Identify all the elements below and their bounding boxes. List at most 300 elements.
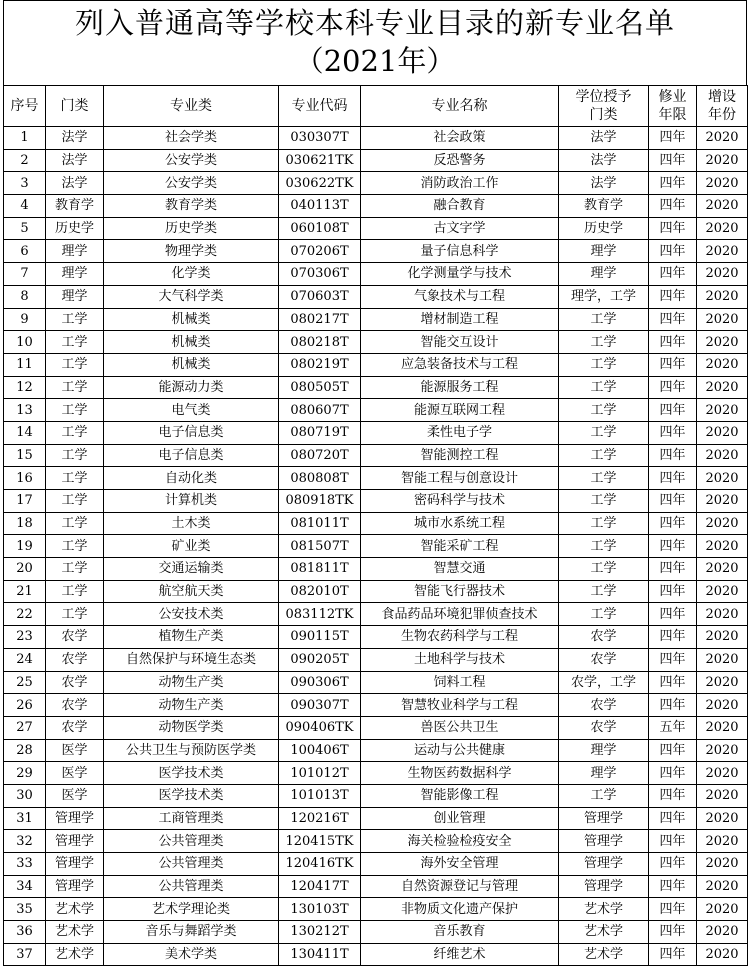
cell-year: 2020 [697,694,748,717]
table-row [4,694,748,717]
table-row [4,467,748,490]
cell-index: 26 [4,694,46,717]
table-row [4,421,748,444]
cell-category: 历史学 [46,217,104,240]
cell-name: 城市水系统工程 [361,512,559,535]
cell-duration: 四年 [649,308,697,331]
cell-category: 农学 [46,626,104,649]
header-year-line1: 增设 [708,89,736,105]
cell-field: 音乐与舞蹈学类 [104,921,279,944]
table-row [4,603,748,626]
cell-name: 化学测量学与技术 [361,263,559,286]
cell-degree: 理学 [559,263,649,286]
cell-name: 生物医药数据科学 [361,762,559,785]
table-row [4,626,748,649]
cell-year: 2020 [697,784,748,807]
cell-field: 公安技术类 [104,603,279,626]
cell-index: 6 [4,240,46,263]
cell-degree: 管理学 [559,807,649,830]
cell-degree: 艺术学 [559,943,649,966]
cell-index: 11 [4,353,46,376]
cell-name: 柔性电子学 [361,421,559,444]
table-row [4,535,748,558]
cell-code: 080918TK [279,490,361,513]
table-row [4,671,748,694]
cell-category: 工学 [46,467,104,490]
cell-degree: 艺术学 [559,921,649,944]
cell-degree: 法学 [559,149,649,172]
cell-duration: 四年 [649,626,697,649]
cell-degree: 工学 [559,331,649,354]
cell-name: 智能飞行器技术 [361,580,559,603]
cell-duration: 四年 [649,376,697,399]
cell-code: 030307T [279,127,361,150]
table-row [4,331,748,354]
cell-category: 工学 [46,558,104,581]
cell-name: 增材制造工程 [361,308,559,331]
cell-code: 080218T [279,331,361,354]
cell-duration: 四年 [649,694,697,717]
cell-degree: 艺术学 [559,898,649,921]
cell-year: 2020 [697,943,748,966]
table-header-row [4,86,748,127]
cell-year: 2020 [697,240,748,263]
cell-index: 23 [4,626,46,649]
cell-code: 083112TK [279,603,361,626]
cell-index: 4 [4,195,46,218]
cell-degree: 农学 [559,694,649,717]
cell-category: 工学 [46,331,104,354]
cell-duration: 四年 [649,807,697,830]
cell-category: 理学 [46,263,104,286]
table-row [4,921,748,944]
cell-field: 公共管理类 [104,875,279,898]
cell-name: 饲料工程 [361,671,559,694]
cell-field: 动物生产类 [104,671,279,694]
table-row [4,943,748,966]
cell-duration: 四年 [649,490,697,513]
cell-category: 农学 [46,694,104,717]
cell-code: 081011T [279,512,361,535]
cell-code: 090205T [279,648,361,671]
cell-degree: 工学 [559,784,649,807]
cell-code: 070603T [279,285,361,308]
cell-degree: 理学 [559,240,649,263]
cell-name: 非物质文化遗产保护 [361,898,559,921]
cell-duration: 四年 [649,353,697,376]
cell-category: 艺术学 [46,898,104,921]
cell-field: 矿业类 [104,535,279,558]
cell-year: 2020 [697,898,748,921]
cell-duration: 四年 [649,853,697,876]
cell-field: 电子信息类 [104,421,279,444]
cell-code: 082010T [279,580,361,603]
cell-name: 纤维艺术 [361,943,559,966]
cell-field: 美术学类 [104,943,279,966]
cell-duration: 四年 [649,671,697,694]
cell-field: 机械类 [104,331,279,354]
cell-name: 创业管理 [361,807,559,830]
cell-name: 自然资源登记与管理 [361,875,559,898]
cell-year: 2020 [697,830,748,853]
cell-category: 工学 [46,444,104,467]
cell-index: 21 [4,580,46,603]
cell-code: 070306T [279,263,361,286]
cell-duration: 四年 [649,195,697,218]
cell-duration: 四年 [649,739,697,762]
cell-degree: 历史学 [559,217,649,240]
cell-field: 教育学类 [104,195,279,218]
cell-index: 9 [4,308,46,331]
cell-year: 2020 [697,285,748,308]
cell-name: 智慧交通 [361,558,559,581]
cell-name: 融合教育 [361,195,559,218]
cell-duration: 四年 [649,149,697,172]
cell-index: 2 [4,149,46,172]
cell-degree: 工学 [559,376,649,399]
cell-name: 食品药品环境犯罪侦查技术 [361,603,559,626]
cell-degree: 管理学 [559,875,649,898]
cell-year: 2020 [697,127,748,150]
cell-year: 2020 [697,490,748,513]
cell-category: 医学 [46,739,104,762]
cell-code: 120216T [279,807,361,830]
cell-name: 量子信息科学 [361,240,559,263]
table-row [4,716,748,739]
cell-name: 智慧牧业科学与工程 [361,694,559,717]
cell-degree: 理学，工学 [559,285,649,308]
cell-year: 2020 [697,626,748,649]
cell-code: 080217T [279,308,361,331]
cell-code: 090115T [279,626,361,649]
cell-index: 22 [4,603,46,626]
cell-index: 24 [4,648,46,671]
cell-category: 法学 [46,172,104,195]
cell-duration: 四年 [649,399,697,422]
cell-index: 36 [4,921,46,944]
cell-year: 2020 [697,172,748,195]
cell-category: 工学 [46,603,104,626]
cell-degree: 农学 [559,716,649,739]
cell-year: 2020 [697,263,748,286]
header-duration-line1: 修业 [658,89,687,105]
cell-year: 2020 [697,195,748,218]
cell-name: 能源服务工程 [361,376,559,399]
cell-year: 2020 [697,444,748,467]
cell-index: 30 [4,784,46,807]
cell-code: 080219T [279,353,361,376]
cell-duration: 四年 [649,217,697,240]
cell-field: 公共卫生与预防医学类 [104,739,279,762]
cell-name: 运动与公共健康 [361,739,559,762]
table-row [4,558,748,581]
cell-code: 130212T [279,921,361,944]
cell-duration: 四年 [649,331,697,354]
cell-category: 工学 [46,399,104,422]
header-duration [649,86,697,127]
cell-duration: 四年 [649,127,697,150]
cell-duration: 五年 [649,716,697,739]
cell-code: 060108T [279,217,361,240]
cell-category: 管理学 [46,830,104,853]
cell-category: 农学 [46,671,104,694]
cell-duration: 四年 [649,421,697,444]
cell-degree: 工学 [559,399,649,422]
cell-index: 29 [4,762,46,785]
table-row [4,263,748,286]
cell-field: 计算机类 [104,490,279,513]
table-row [4,875,748,898]
header-degree-line1: 学位授予 [575,89,632,105]
cell-duration: 四年 [649,467,697,490]
cell-code: 101013T [279,784,361,807]
cell-field: 公共管理类 [104,830,279,853]
cell-year: 2020 [697,603,748,626]
cell-category: 医学 [46,762,104,785]
cell-duration: 四年 [649,263,697,286]
table-row [4,127,748,150]
cell-name: 反恐警务 [361,149,559,172]
cell-index: 31 [4,807,46,830]
cell-year: 2020 [697,739,748,762]
header-degree-line2: 门类 [589,107,618,123]
cell-category: 法学 [46,149,104,172]
cell-code: 040113T [279,195,361,218]
cell-field: 机械类 [104,308,279,331]
cell-field: 自动化类 [104,467,279,490]
cell-category: 工学 [46,353,104,376]
cell-name: 海关检验检疫安全 [361,830,559,853]
cell-duration: 四年 [649,603,697,626]
cell-name: 能源互联网工程 [361,399,559,422]
cell-code: 080808T [279,467,361,490]
cell-index: 33 [4,853,46,876]
cell-code: 100406T [279,739,361,762]
cell-category: 工学 [46,421,104,444]
cell-year: 2020 [697,853,748,876]
majors-table [3,85,748,966]
cell-year: 2020 [697,421,748,444]
cell-degree: 管理学 [559,853,649,876]
cell-year: 2020 [697,558,748,581]
cell-name: 智能交互设计 [361,331,559,354]
cell-field: 艺术学理论类 [104,898,279,921]
cell-field: 能源动力类 [104,376,279,399]
cell-category: 管理学 [46,853,104,876]
cell-index: 20 [4,558,46,581]
cell-year: 2020 [697,716,748,739]
cell-field: 植物生产类 [104,626,279,649]
cell-year: 2020 [697,149,748,172]
header-degree [559,86,649,127]
cell-degree: 农学，工学 [559,671,649,694]
table-row [4,648,748,671]
cell-index: 19 [4,535,46,558]
cell-duration: 四年 [649,648,697,671]
cell-field: 自然保护与环境生态类 [104,648,279,671]
cell-name: 土地科学与技术 [361,648,559,671]
title-block [3,0,747,85]
cell-field: 航空航天类 [104,580,279,603]
cell-code: 090307T [279,694,361,717]
cell-code: 130411T [279,943,361,966]
cell-name: 密码科学与技术 [361,490,559,513]
cell-category: 理学 [46,240,104,263]
table-row [4,376,748,399]
table-row [4,172,748,195]
cell-field: 物理学类 [104,240,279,263]
cell-index: 34 [4,875,46,898]
cell-degree: 教育学 [559,195,649,218]
cell-code: 030622TK [279,172,361,195]
cell-field: 历史学类 [104,217,279,240]
cell-degree: 理学 [559,762,649,785]
cell-category: 工学 [46,580,104,603]
table-row [4,490,748,513]
cell-index: 8 [4,285,46,308]
table-row [4,444,748,467]
header-code: 专业代码 [279,86,361,127]
cell-code: 081811T [279,558,361,581]
cell-field: 公共管理类 [104,853,279,876]
cell-degree: 工学 [559,580,649,603]
cell-name: 生物农药科学与工程 [361,626,559,649]
cell-degree: 法学 [559,127,649,150]
cell-category: 艺术学 [46,921,104,944]
cell-code: 101012T [279,762,361,785]
cell-name: 智能测控工程 [361,444,559,467]
cell-name: 消防政治工作 [361,172,559,195]
cell-category: 农学 [46,716,104,739]
cell-degree: 工学 [559,467,649,490]
cell-category: 农学 [46,648,104,671]
cell-year: 2020 [697,875,748,898]
cell-year: 2020 [697,376,748,399]
table-row [4,512,748,535]
cell-index: 17 [4,490,46,513]
cell-duration: 四年 [649,285,697,308]
cell-year: 2020 [697,308,748,331]
cell-year: 2020 [697,648,748,671]
table-row [4,240,748,263]
cell-degree: 工学 [559,512,649,535]
cell-category: 工学 [46,535,104,558]
header-year [697,86,748,127]
cell-field: 动物生产类 [104,694,279,717]
cell-field: 公安学类 [104,172,279,195]
cell-field: 医学技术类 [104,762,279,785]
cell-index: 1 [4,127,46,150]
cell-category: 教育学 [46,195,104,218]
cell-duration: 四年 [649,943,697,966]
cell-index: 35 [4,898,46,921]
cell-field: 社会学类 [104,127,279,150]
header-category: 门类 [46,86,104,127]
header-field: 专业类 [104,86,279,127]
cell-duration: 四年 [649,172,697,195]
header-duration-line2: 年限 [658,107,687,123]
cell-category: 工学 [46,512,104,535]
cell-field: 电气类 [104,399,279,422]
cell-code: 030621TK [279,149,361,172]
cell-code: 080505T [279,376,361,399]
table-row [4,353,748,376]
cell-duration: 四年 [649,830,697,853]
cell-code: 080607T [279,399,361,422]
cell-field: 动物医学类 [104,716,279,739]
cell-degree: 法学 [559,172,649,195]
table-row [4,195,748,218]
document-subtitle: （2021年） [294,44,456,78]
cell-category: 管理学 [46,875,104,898]
cell-code: 120416TK [279,853,361,876]
cell-degree: 工学 [559,421,649,444]
cell-year: 2020 [697,762,748,785]
cell-field: 工商管理类 [104,807,279,830]
cell-field: 化学类 [104,263,279,286]
cell-duration: 四年 [649,558,697,581]
cell-duration: 四年 [649,762,697,785]
cell-code: 080720T [279,444,361,467]
cell-year: 2020 [697,807,748,830]
cell-category: 理学 [46,285,104,308]
cell-degree: 工学 [559,558,649,581]
cell-category: 艺术学 [46,943,104,966]
cell-name: 社会政策 [361,127,559,150]
table-body [4,127,748,966]
cell-category: 工学 [46,376,104,399]
cell-code: 090406TK [279,716,361,739]
table-row [4,853,748,876]
table-row [4,830,748,853]
table-row [4,784,748,807]
cell-year: 2020 [697,512,748,535]
cell-index: 27 [4,716,46,739]
cell-degree: 工学 [559,308,649,331]
cell-index: 25 [4,671,46,694]
table-row [4,285,748,308]
cell-category: 医学 [46,784,104,807]
table-row [4,762,748,785]
cell-name: 兽医公共卫生 [361,716,559,739]
cell-duration: 四年 [649,875,697,898]
cell-index: 37 [4,943,46,966]
table-row [4,149,748,172]
cell-degree: 管理学 [559,830,649,853]
cell-year: 2020 [697,399,748,422]
cell-degree: 工学 [559,535,649,558]
cell-field: 机械类 [104,353,279,376]
cell-name: 智能影像工程 [361,784,559,807]
cell-index: 28 [4,739,46,762]
cell-field: 电子信息类 [104,444,279,467]
cell-field: 土木类 [104,512,279,535]
cell-code: 081507T [279,535,361,558]
header-index: 序号 [4,86,46,127]
cell-index: 10 [4,331,46,354]
table-row [4,399,748,422]
cell-name: 智能采矿工程 [361,535,559,558]
cell-code: 070206T [279,240,361,263]
cell-index: 7 [4,263,46,286]
cell-year: 2020 [697,353,748,376]
table-row [4,580,748,603]
table-row [4,308,748,331]
table-row [4,739,748,762]
header-year-line2: 年份 [708,107,736,123]
cell-name: 智能工程与创意设计 [361,467,559,490]
cell-index: 32 [4,830,46,853]
